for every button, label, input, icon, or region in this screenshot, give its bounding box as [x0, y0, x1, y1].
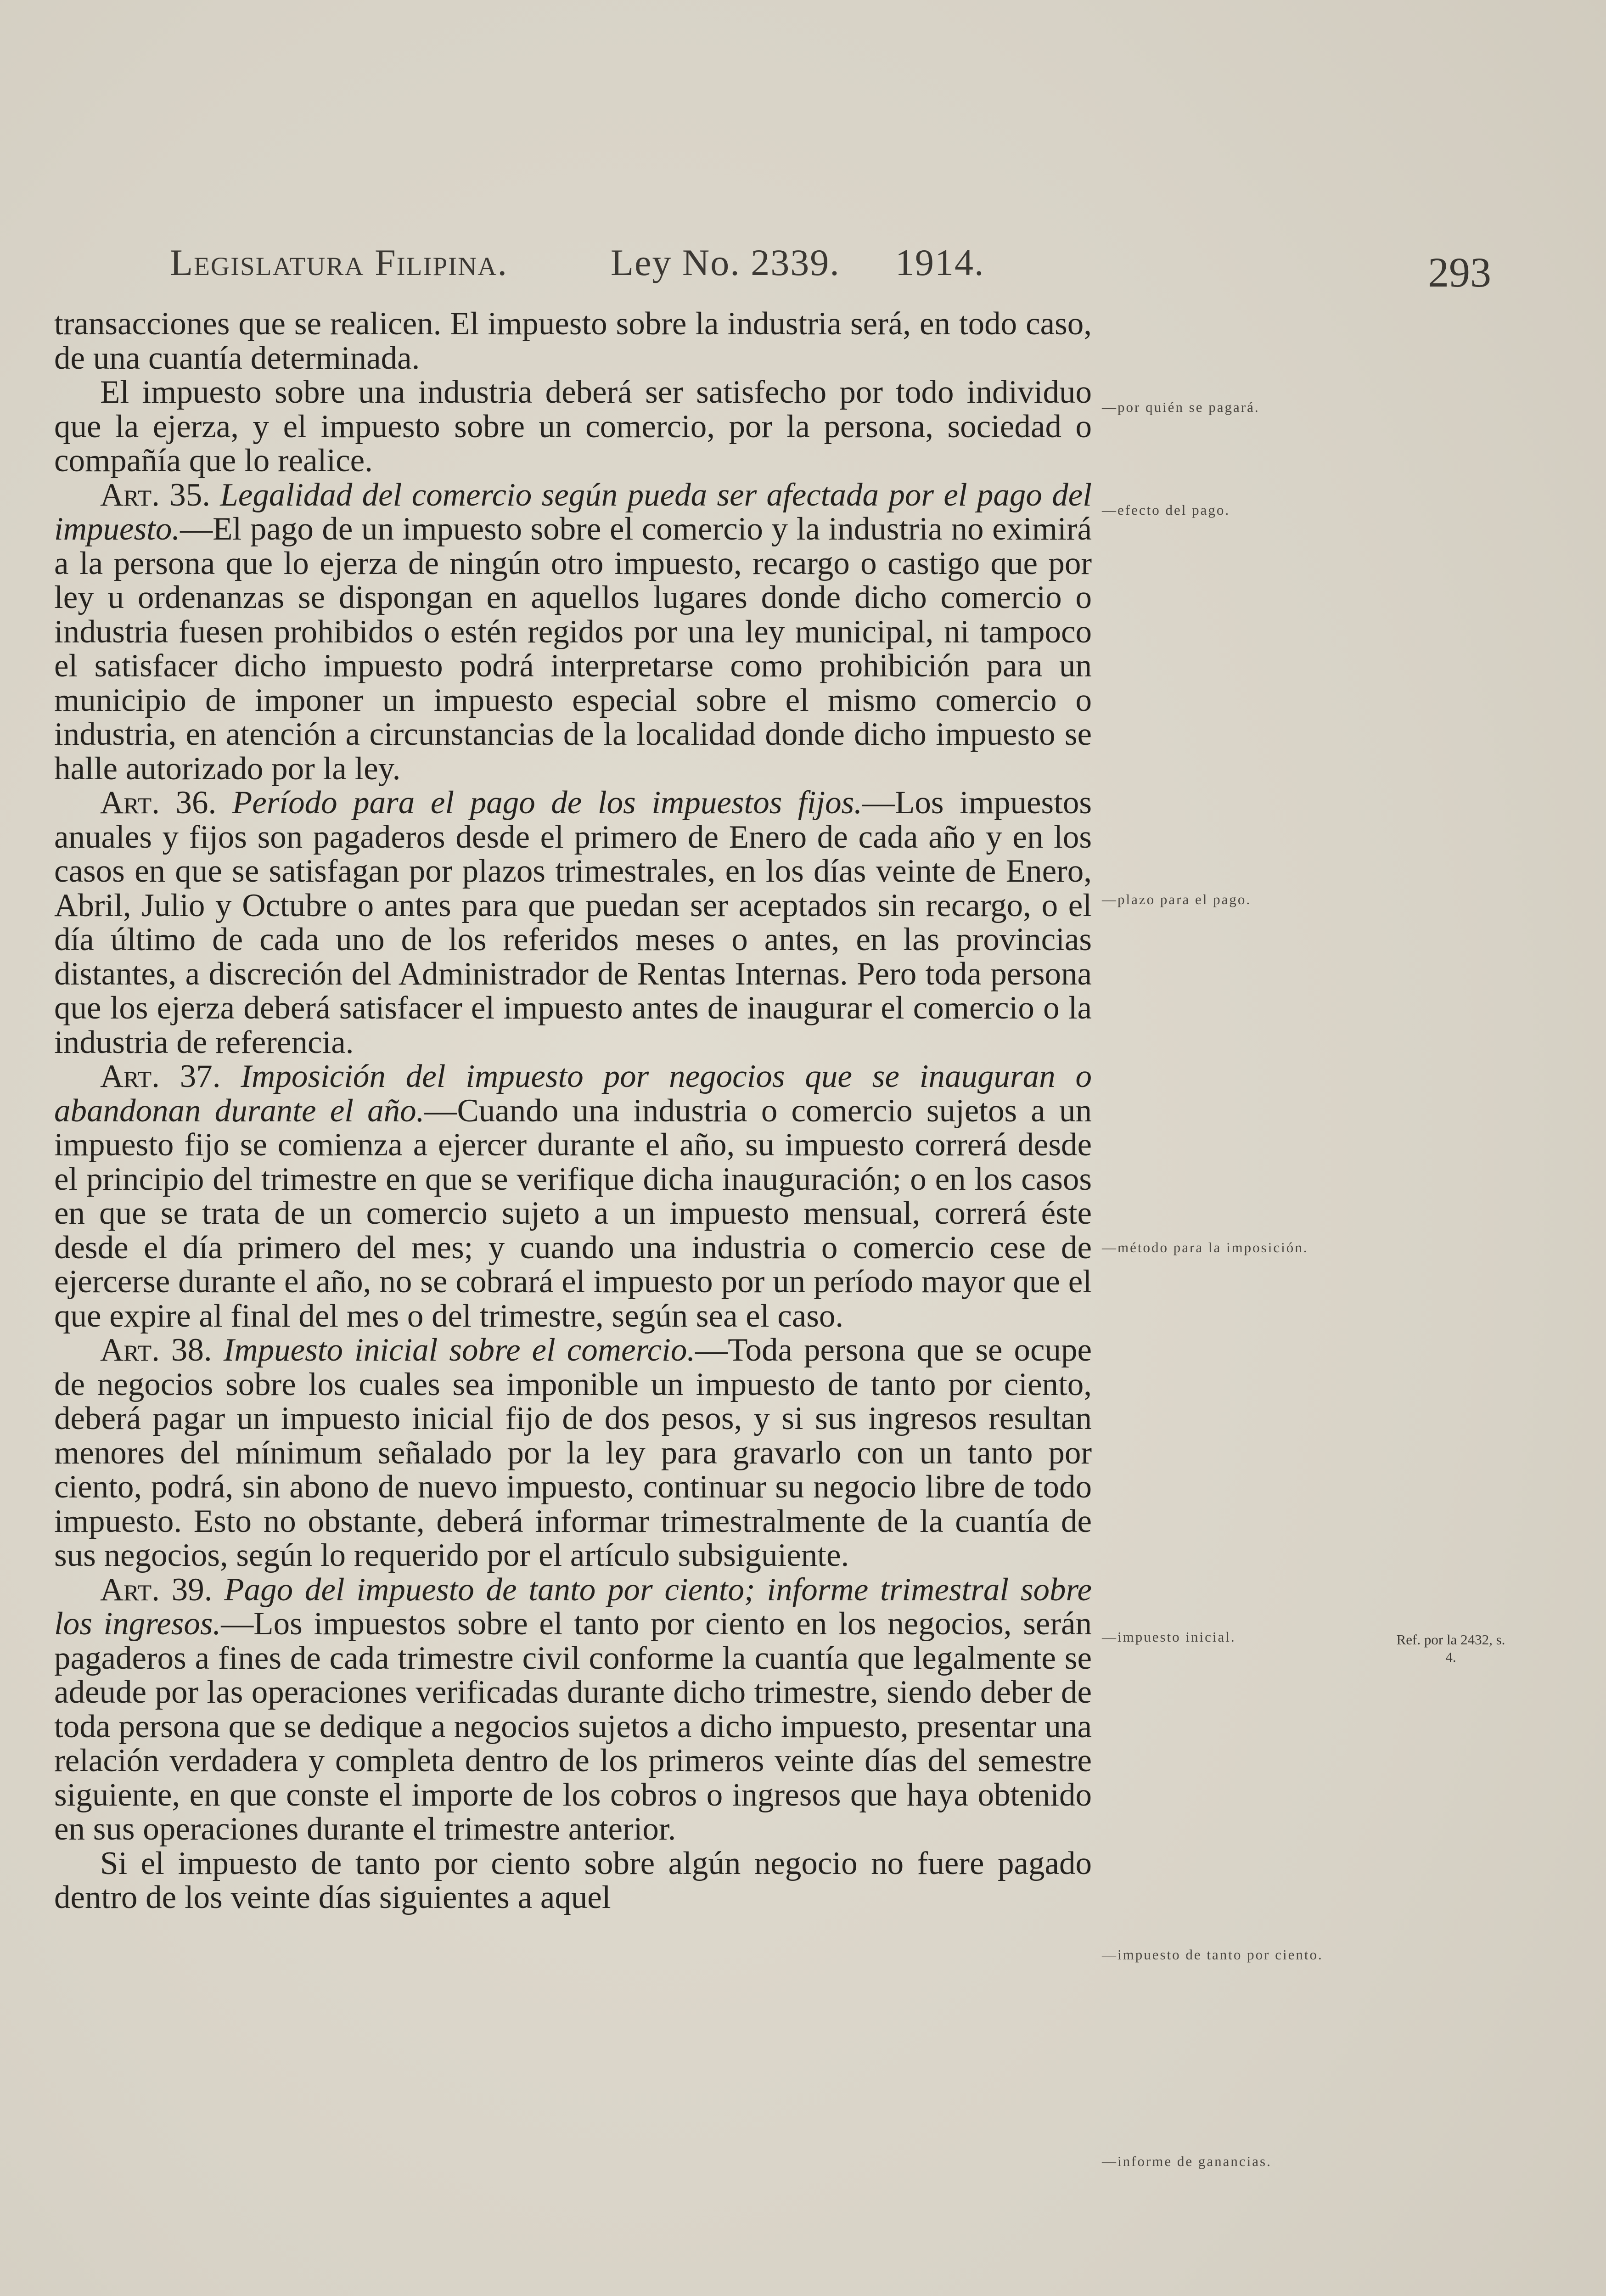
article-text: —Los impuestos sobre el tanto por ciento en los negocios, serán pagaderos a fines de cada trimestre civil conforme la cuantía que legalmente se adeude por las operaciones verificadas durante dicho trimestre, siendo deber de toda persona que se dedique a negocios sujetos a dicho impuesto, presentar una relación verdadera y completa dentro de los primeros veinte días del semestre siguiente, en que conste el importe de los cobros o ingresos que haya obtenido en sus operaciones durante el trimestre anterior. [54, 1606, 1092, 1847]
article-37 [54, 1059, 1092, 1333]
article-title: Período para el pago de los impuestos fijos. [232, 785, 862, 821]
header-law-number: Ley No. 2339. [611, 242, 840, 283]
page-number: 293 [1428, 249, 1491, 296]
article-title: Imposición del impuesto por negocios que se inauguran o abandonan durante el año. [54, 1058, 1092, 1129]
article-number: Art. 35. [100, 477, 211, 513]
article-number: Art. 36. [100, 785, 217, 821]
article-36 [54, 786, 1092, 1059]
margin-note-por-quien: —por quién se pagará. [1102, 399, 1260, 415]
article-text: —Los impuestos anuales y fijos son pagaderos desde el primero de Enero de cada año y en los casos en que se satisfagan por plazos trimestrales, en los días veinte de Enero, Abril, Julio y Octubre o antes para que puedan ser aceptados sin recargo, o el día último de cada uno de los referidos meses o antes, en las provincias distantes, a discreción del Administrador de Rentas Internas. Pero toda persona que los ejerza deberá satisfacer el impuesto antes de inaugurar el comercio o la industria de referencia. [54, 785, 1092, 1060]
paragraph: El impuesto sobre una industria deberá ser satisfecho por todo individuo que la ejerza, y el impuesto sobre un comercio, por la persona, sociedad o compañía que lo realice. [54, 374, 1092, 478]
article-number: Art. 39. [100, 1571, 213, 1608]
margin-note-plazo: —plazo para el pago. [1102, 891, 1252, 907]
running-header [170, 241, 1455, 292]
article-text: —Toda persona que se ocupe de negocios sobre los cuales sea imponible un impuesto de tanto por ciento, deberá pagar un impuesto inicial fijo de dos pesos, y si sus ingresos resultan menores del mínimum señalado por la ley para gravarlo con un tanto por ciento, podrá, sin abono de nuevo impuesto, continuar su negocio libre de todo impuesto. Esto no obstante, deberá informar trimestralmente de la cuantía de sus negocios, según lo requerido por el artículo subsiguiente. [54, 1332, 1092, 1573]
paragraph: transacciones que se realicen. El impuesto sobre la industria será, en todo caso, de una cuantía determinada. [54, 306, 1092, 376]
margin-note-efecto: —efecto del pago. [1102, 502, 1230, 518]
paragraph: Si el impuesto de tanto por ciento sobre algún negocio no fuere pagado dentro de los veinte días siguientes a aquel [54, 1845, 1092, 1915]
margin-note-impuesto-inicial: —impuesto inicial. [1102, 1629, 1236, 1645]
article-35 [54, 478, 1092, 786]
article-number: Art. 38. [100, 1332, 212, 1368]
article-title: Impuesto inicial sobre el comercio. [223, 1332, 696, 1368]
article-text: —Cuando una industria o comercio sujetos a un impuesto fijo se comienza a ejercer durante el año, su impuesto correrá desde el principio del trimestre en que se verifique dicha inauguración; o en los casos en que se trata de un comercio sujeto a un impuesto mensual, correrá éste desde el día primero del mes; y cuando una industria o comercio cese de ejercerse durante el año, no se cobrará el impuesto por un período mayor que el que expire al final del mes o del trimestre, según sea el caso. [54, 1092, 1092, 1334]
article-number: Art. 37. [100, 1058, 221, 1094]
header-legislature: Legislatura Filipina. [170, 242, 508, 283]
header-year: 1914. [895, 242, 985, 283]
article-39 [54, 1573, 1092, 1846]
article-38 [54, 1333, 1092, 1573]
margin-note-tanto-por-ciento: —impuesto de tanto por ciento. [1102, 1947, 1323, 1963]
article-text: —El pago de un impuesto sobre el comercio y la industria no eximirá a la persona que lo ejerza de ningún otro impuesto, recargo o castigo que por ley u ordenanzas se dispongan en aquellos lugares donde dicho comercio o industria fuesen prohibidos o estén regidos por una ley municipal, ni tampoco el satisfacer dicho impuesto podrá interpretarse como prohibición para un municipio de imponer un impuesto especial sobre el mismo comercio o industria, en atención a circunstancias de la localidad donde dicho impuesto se halle autorizado por la ley. [54, 511, 1092, 787]
margin-note-informe: —informe de ganancias. [1102, 2153, 1272, 2169]
body-text [54, 307, 1092, 1915]
article-title: Legalidad del comercio según pueda ser afectada por el pago del impuesto. [54, 477, 1092, 547]
margin-note-metodo: —método para la imposición. [1102, 1239, 1308, 1255]
article-title: Pago del impuesto de tanto por ciento; informe trimestral sobre los ingresos. [54, 1571, 1092, 1642]
reference-note: Ref. por la 2432, s. 4. [1396, 1632, 1505, 1665]
